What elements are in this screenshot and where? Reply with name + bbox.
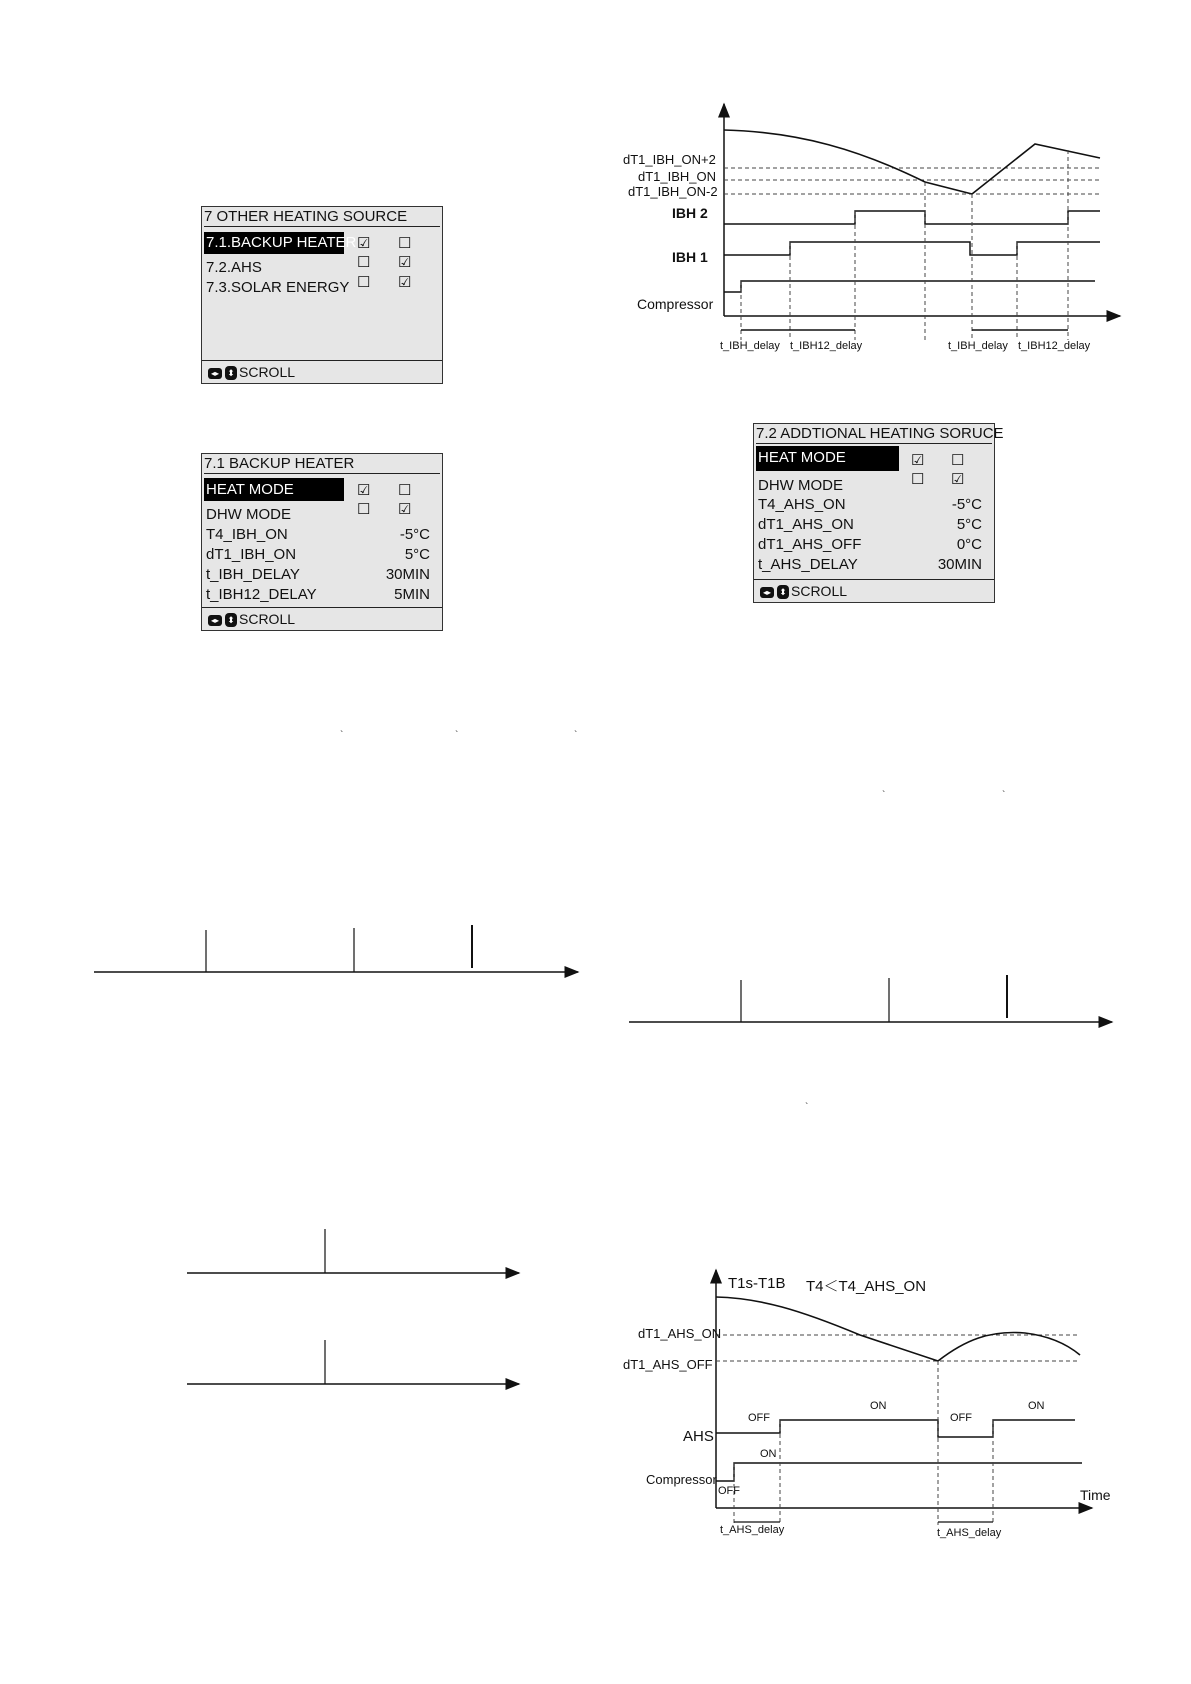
state-label: OFF — [718, 1485, 740, 1497]
checkbox[interactable]: ☑ — [357, 235, 371, 252]
scroll-hint: SCROLL — [791, 583, 848, 599]
up-down-arrows-icon: ⬍ — [225, 366, 237, 380]
state-label: ON — [870, 1400, 887, 1412]
ibh-label: dT1_IBH_ON-2 — [628, 184, 718, 199]
stray-mark: ` — [805, 1102, 809, 1113]
setting-label: dT1_AHS_OFF — [758, 536, 862, 553]
panel-title: 7.1 BACKUP HEATER — [204, 455, 440, 474]
ahs-label: dT1_AHS_OFF — [623, 1357, 713, 1372]
panel-title: 7.2 ADDTIONAL HEATING SORUCE — [756, 425, 1004, 442]
setting-value: 0°C — [956, 536, 982, 553]
setting-value: 30MIN — [385, 566, 430, 583]
setting-label: t_IBH12_DELAY — [206, 586, 317, 603]
checkbox[interactable]: ☐ — [951, 452, 965, 469]
state-label: ON — [1028, 1400, 1045, 1412]
setting-label: dT1_AHS_ON — [758, 516, 854, 533]
ibh-label: dT1_IBH_ON — [638, 169, 717, 184]
stray-mark: ` — [882, 790, 886, 801]
delay-label: t_IBH_delay — [948, 340, 1008, 352]
ibh-label: IBH 2 — [672, 205, 708, 221]
checkbox[interactable]: ☑ — [398, 254, 412, 271]
panel-title: 7 OTHER HEATING SOURCE — [204, 208, 440, 227]
setting-label: t_AHS_DELAY — [758, 556, 858, 573]
setting-value: 5°C — [956, 516, 982, 533]
delay-label: t_IBH_delay — [720, 340, 780, 352]
checkbox[interactable]: ☑ — [357, 482, 371, 499]
scroll-hint: SCROLL — [239, 611, 296, 627]
time-axis-label: Time — [1080, 1487, 1111, 1503]
setting-value: 30MIN — [937, 556, 982, 573]
setting-value: 5MIN — [394, 586, 430, 603]
setting-label: HEAT MODE — [206, 481, 294, 498]
checkbox[interactable]: ☑ — [398, 501, 412, 518]
state-label: OFF — [748, 1412, 770, 1424]
stray-mark: ` — [574, 730, 578, 741]
ahs-label: Compressor — [646, 1472, 717, 1487]
stray-mark: ` — [455, 730, 459, 741]
ibh-label: IBH 1 — [672, 249, 708, 265]
ahs-title-left: T1s-T1B — [728, 1275, 786, 1292]
setting-label: dT1_IBH_ON — [206, 546, 297, 563]
ibh-label: dT1_IBH_ON+2 — [623, 152, 716, 167]
checkbox[interactable]: ☑ — [398, 274, 412, 291]
checkbox[interactable]: ☐ — [398, 235, 412, 252]
up-down-arrows-icon: ⬍ — [225, 613, 237, 627]
setting-value: 5°C — [404, 546, 430, 563]
setting-label: T4_AHS_ON — [758, 496, 846, 513]
ahs-title-right: T4＜T4_AHS_ON — [806, 1278, 927, 1295]
left-right-arrows-icon: ◂▸ — [208, 368, 222, 379]
ahs-label: AHS — [683, 1428, 714, 1445]
setting-value: -5°C — [951, 496, 982, 513]
delay-label: t_IBH12_delay — [1018, 340, 1091, 352]
setting-label: HEAT MODE — [758, 449, 846, 466]
menu-item-label: 7.1.BACKUP HEATER — [206, 234, 357, 251]
setting-label: DHW MODE — [758, 477, 843, 494]
checkbox[interactable]: ☑ — [911, 452, 925, 469]
stray-mark: ` — [340, 730, 344, 741]
stray-mark: ` — [1002, 790, 1006, 801]
menu-item-label: 7.2.AHS — [206, 259, 262, 276]
state-label: ON — [760, 1448, 777, 1460]
left-right-arrows-icon: ◂▸ — [760, 587, 774, 598]
setting-label: T4_IBH_ON — [206, 526, 288, 543]
delay-label: t_AHS_delay — [720, 1524, 785, 1536]
menu-item-label: 7.3.SOLAR ENERGY — [206, 279, 350, 296]
checkbox[interactable]: ☐ — [357, 501, 371, 518]
setting-label: t_IBH_DELAY — [206, 566, 300, 583]
checkbox[interactable]: ☐ — [398, 482, 412, 499]
up-down-arrows-icon: ⬍ — [777, 585, 789, 599]
ibh-label: Compressor — [637, 296, 714, 312]
checkbox[interactable]: ☐ — [911, 471, 925, 488]
delay-label: t_AHS_delay — [937, 1527, 1002, 1539]
checkbox[interactable]: ☐ — [357, 274, 371, 291]
checkbox[interactable]: ☐ — [357, 254, 371, 271]
checkbox[interactable]: ☑ — [951, 471, 965, 488]
delay-label: t_IBH12_delay — [790, 340, 863, 352]
ahs-label: dT1_AHS_ON — [638, 1326, 722, 1341]
left-right-arrows-icon: ◂▸ — [208, 615, 222, 626]
setting-label: DHW MODE — [206, 506, 291, 523]
setting-value: -5°C — [399, 526, 430, 543]
state-label: OFF — [950, 1412, 972, 1424]
scroll-hint: SCROLL — [239, 364, 296, 380]
